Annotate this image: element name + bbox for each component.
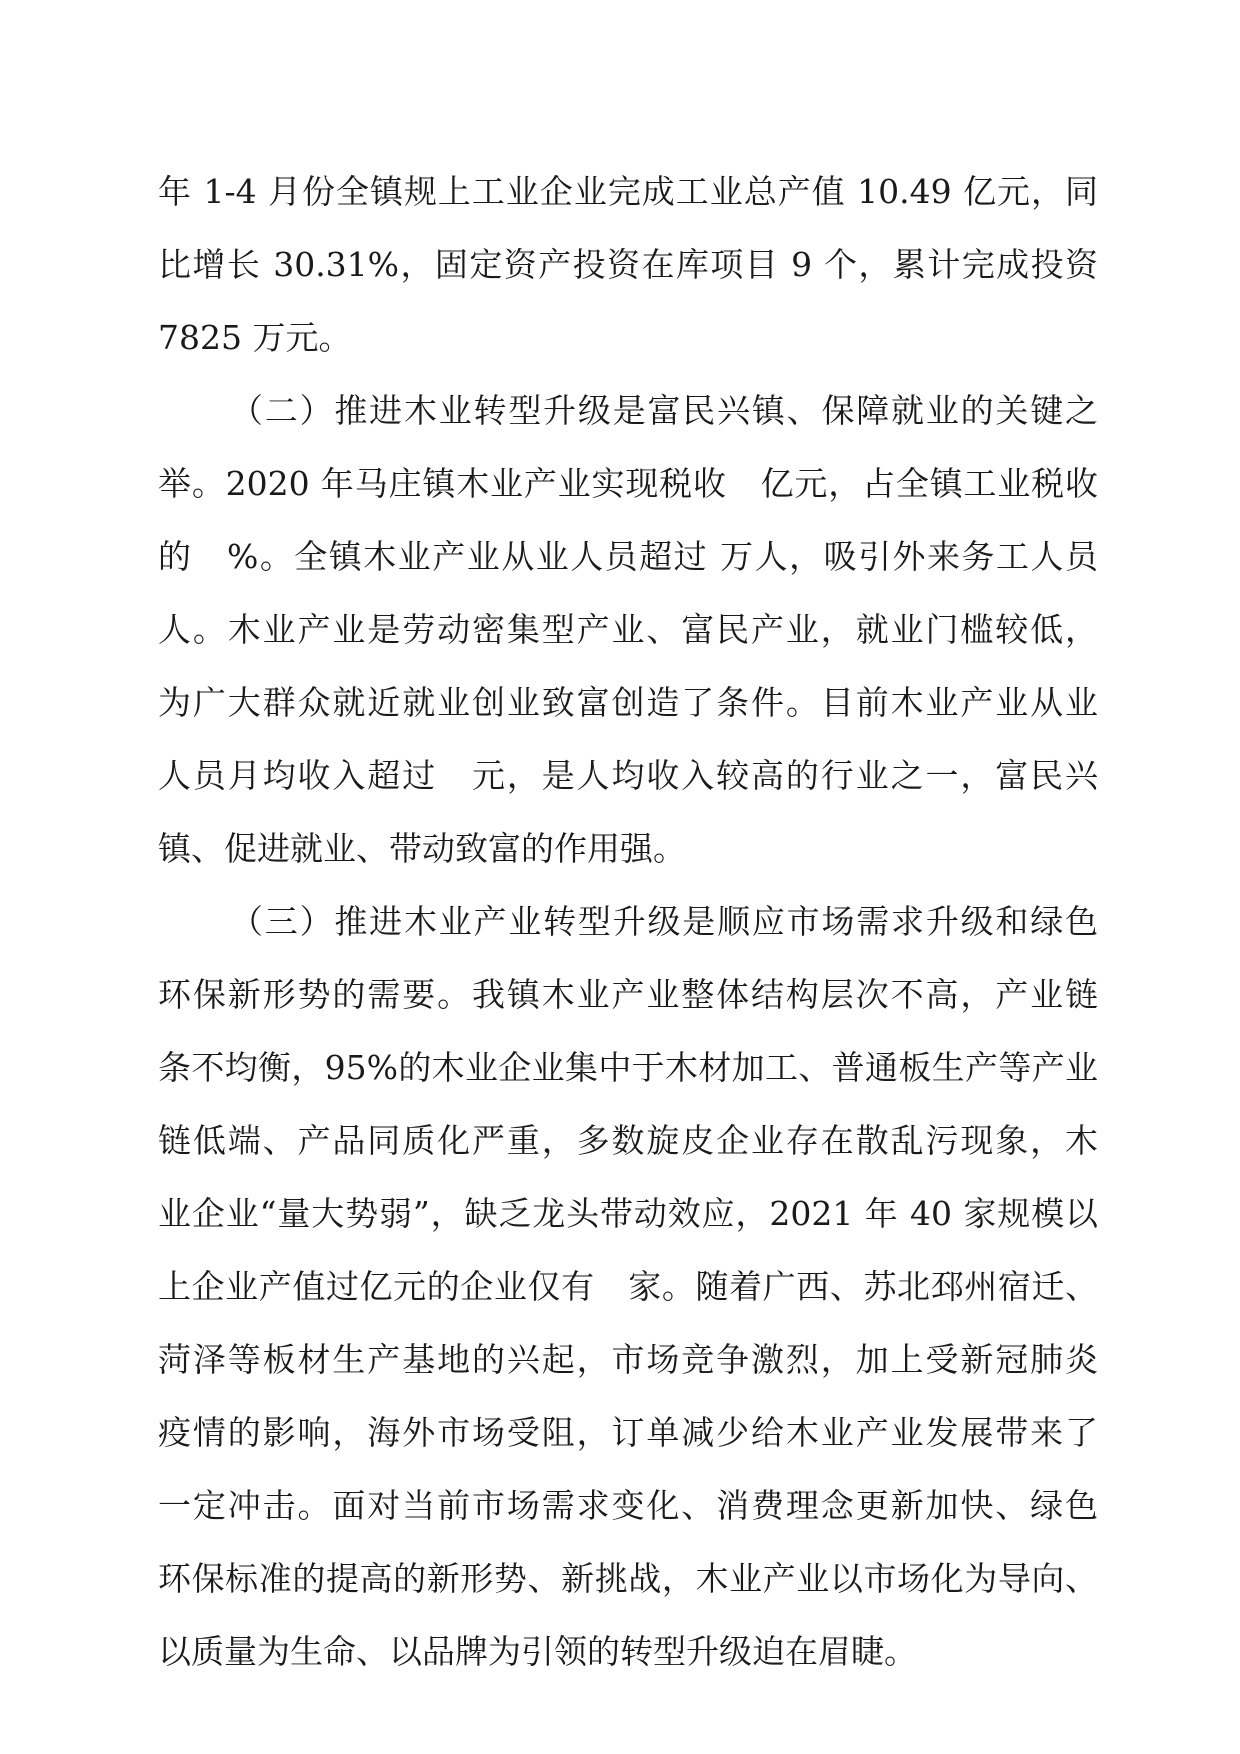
paragraph-3-line-8: 疫情的影响，海外市场受阻，订单减少给木业产业发展带来了 — [158, 1413, 1098, 1452]
paragraph-3-line-9: 一定冲击。面对当前市场需求变化、消费理念更新加快、绿色 — [158, 1486, 1098, 1525]
paragraph-3-line-3: 条不均衡，95%的木业企业集中于木材加工、普通板生产等产业 — [158, 1048, 1098, 1087]
paragraph-2-line-2: 举。2020 年马庄镇木业产业实现税收 亿元，占全镇工业税收 — [158, 464, 1098, 503]
paragraph-3-line-11: 以质量为生命、以品牌为引领的转型升级迫在眉睫。 — [158, 1632, 917, 1671]
paragraph-2-line-6: 人员月均收入超过 元，是人均收入较高的行业之一，富民兴 — [158, 756, 1098, 795]
paragraph-3-line-10: 环保标准的提高的新形势、新挑战，木业产业以市场化为导向、 — [158, 1559, 1098, 1598]
paragraph-2-line-1: （二）推进木业转型升级是富民兴镇、保障就业的关键之 — [230, 391, 1098, 430]
paragraph-2-line-7: 镇、促进就业、带动致富的作用强。 — [158, 829, 686, 868]
paragraph-2-line-5: 为广大群众就近就业创业致富创造了条件。目前木业产业从业 — [158, 683, 1098, 722]
paragraph-1-line-2: 比增长 30.31%，固定资产投资在库项目 9 个，累计完成投资 — [158, 245, 1098, 284]
paragraph-3-line-4: 链低端、产品同质化严重，多数旋皮企业存在散乱污现象，木 — [158, 1121, 1098, 1160]
paragraph-2-line-4: 人。木业产业是劳动密集型产业、富民产业，就业门槛较低， — [158, 610, 1098, 649]
paragraph-1-line-1: 年 1-4 月份全镇规上工业企业完成工业总产值 10.49 亿元，同 — [158, 172, 1098, 211]
paragraph-3-line-5: 业企业“量大势弱”，缺乏龙头带动效应，2021 年 40 家规模以 — [158, 1194, 1098, 1233]
paragraph-1-line-3: 7825 万元。 — [158, 318, 352, 357]
paragraph-3-line-1: （三）推进木业产业转型升级是顺应市场需求升级和绿色 — [230, 902, 1098, 941]
paragraph-2-line-3: 的 %。全镇木业产业从业人员超过 万人，吸引外来务工人员 — [158, 537, 1098, 576]
paragraph-3-line-6: 上企业产值过亿元的企业仅有 家。随着广西、苏北邳州宿迁、 — [158, 1267, 1098, 1306]
paragraph-3-line-7: 菏泽等板材生产基地的兴起，市场竞争激烈，加上受新冠肺炎 — [158, 1340, 1098, 1379]
paragraph-3-line-2: 环保新形势的需要。我镇木业产业整体结构层次不高，产业链 — [158, 975, 1098, 1014]
